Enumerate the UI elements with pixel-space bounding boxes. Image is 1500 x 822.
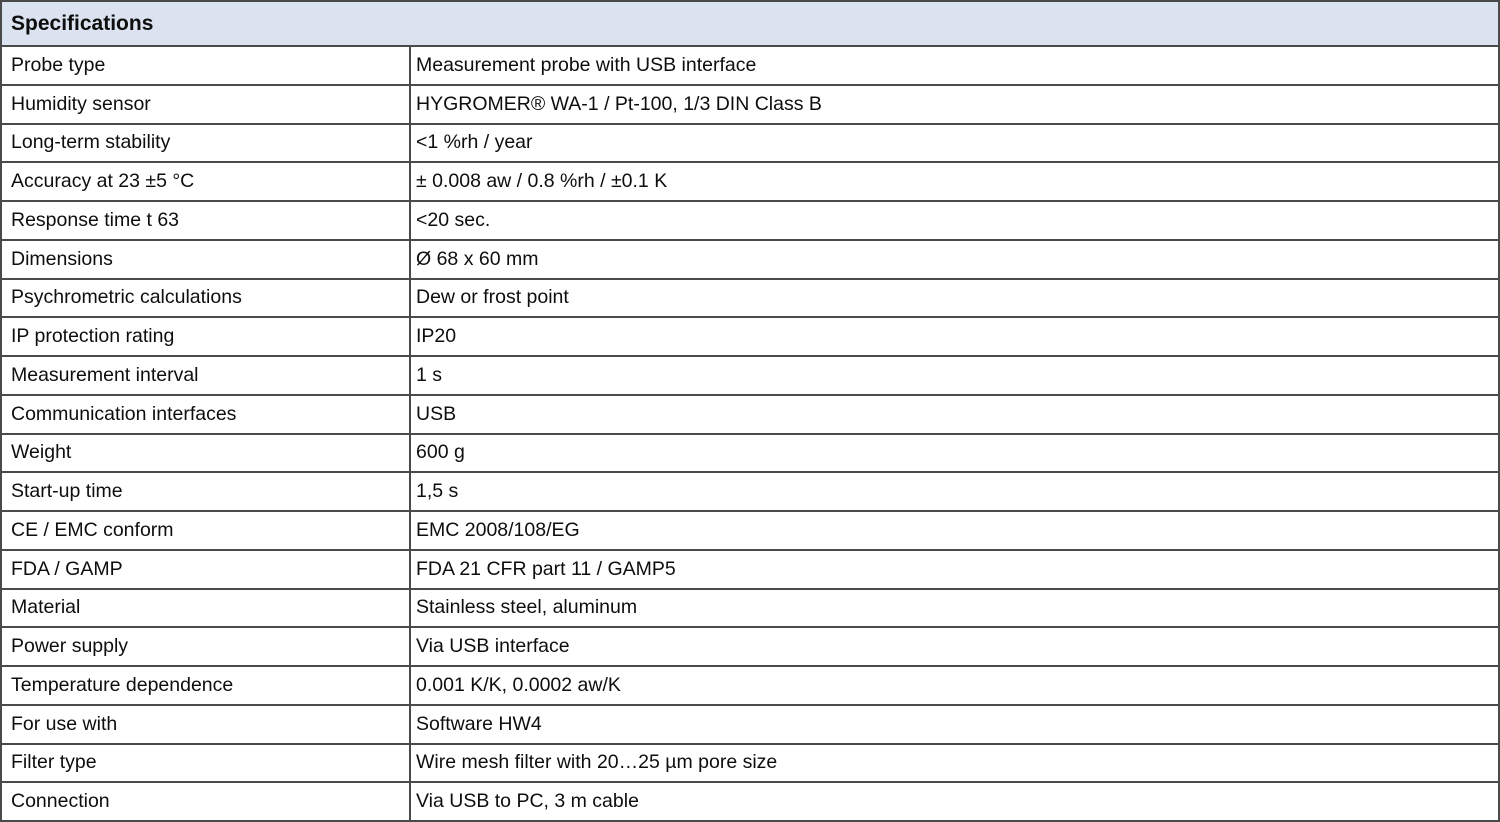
spec-label-cell <box>1 782 410 821</box>
table-row <box>1 744 1499 783</box>
spec-label-cell <box>1 744 410 783</box>
spec-value: IP20 <box>416 325 457 348</box>
spec-label-cell <box>1 627 410 666</box>
spec-label: Connection <box>11 790 110 813</box>
spec-value: EMC 2008/108/EG <box>416 518 580 541</box>
spec-value-cell <box>410 744 1499 783</box>
spec-label: Psychrometric calculations <box>11 286 242 309</box>
spec-value: FDA 21 CFR part 11 / GAMP5 <box>416 557 676 580</box>
spec-label: Communication interfaces <box>11 402 237 425</box>
spec-value: 1 s <box>416 363 443 386</box>
table-row <box>1 279 1499 318</box>
spec-label-cell <box>1 201 410 240</box>
spec-value: Wire mesh filter with 20…25 µm pore size <box>416 751 778 774</box>
table-row <box>1 395 1499 434</box>
table-row <box>1 85 1499 124</box>
spec-value-cell <box>410 627 1499 666</box>
spec-value-cell <box>410 434 1499 473</box>
spec-value-cell <box>410 395 1499 434</box>
spec-value: Stainless steel, aluminum <box>416 596 638 619</box>
table-row <box>1 201 1499 240</box>
spec-label: IP protection rating <box>11 325 175 348</box>
spec-value: 600 g <box>416 441 465 464</box>
spec-label-cell <box>1 434 410 473</box>
spec-label: Probe type <box>11 53 106 76</box>
spec-value-cell <box>410 85 1499 124</box>
spec-label: Material <box>11 596 81 619</box>
spec-value: <20 sec. <box>416 208 491 231</box>
spec-label: Response time t 63 <box>11 208 180 231</box>
spec-value-cell <box>410 782 1499 821</box>
spec-value: 1,5 s <box>416 480 459 503</box>
spec-value: Via USB to PC, 3 m cable <box>416 790 639 813</box>
table-row <box>1 705 1499 744</box>
spec-label: Humidity sensor <box>11 92 151 115</box>
spec-label: FDA / GAMP <box>11 557 123 580</box>
spec-value-cell <box>410 279 1499 318</box>
spec-label-cell <box>1 162 410 201</box>
spec-value-cell <box>410 472 1499 511</box>
spec-value: Ø 68 x 60 mm <box>416 247 539 270</box>
spec-value: ± 0.008 aw / 0.8 %rh / ±0.1 K <box>416 170 668 193</box>
spec-label: Measurement interval <box>11 363 199 386</box>
table-row <box>1 356 1499 395</box>
spec-value-cell <box>410 317 1499 356</box>
table-row <box>1 162 1499 201</box>
spec-label-cell <box>1 85 410 124</box>
spec-value-cell <box>410 124 1499 163</box>
spec-value: Via USB interface <box>416 635 570 658</box>
spec-value: HYGROMER® WA-1 / Pt-100, 1/3 DIN Class B <box>416 92 822 115</box>
spec-label: Power supply <box>11 635 129 658</box>
table-row <box>1 46 1499 85</box>
table-row <box>1 124 1499 163</box>
spec-label-cell <box>1 472 410 511</box>
spec-value: Software HW4 <box>416 712 542 735</box>
spec-label: Long-term stability <box>11 131 171 154</box>
spec-value: <1 %rh / year <box>416 131 533 154</box>
table-title: Specifications <box>1 1 1499 46</box>
spec-label-cell <box>1 317 410 356</box>
spec-label: Dimensions <box>11 247 113 270</box>
spec-value: Dew or frost point <box>416 286 569 309</box>
spec-label-cell <box>1 240 410 279</box>
spec-value-cell <box>410 240 1499 279</box>
spec-value-cell <box>410 356 1499 395</box>
spec-label-cell <box>1 666 410 705</box>
spec-value-cell <box>410 589 1499 628</box>
spec-label-cell <box>1 279 410 318</box>
table-row <box>1 317 1499 356</box>
table-body <box>1 46 1499 821</box>
table-row <box>1 434 1499 473</box>
spec-label: Filter type <box>11 751 97 774</box>
spec-label-cell <box>1 705 410 744</box>
spec-label-cell <box>1 589 410 628</box>
table-row <box>1 666 1499 705</box>
spec-value-cell <box>410 666 1499 705</box>
spec-label: Accuracy at 23 ±5 °C <box>11 170 195 193</box>
table-row <box>1 589 1499 628</box>
spec-label-cell <box>1 395 410 434</box>
spec-value-cell <box>410 46 1499 85</box>
spec-value: 0.001 K/K, 0.0002 aw/K <box>416 673 621 696</box>
spec-label-cell <box>1 550 410 589</box>
spec-value: USB <box>416 402 457 425</box>
spec-value-cell <box>410 201 1499 240</box>
table-row <box>1 511 1499 550</box>
table-row <box>1 550 1499 589</box>
spec-value-cell <box>410 705 1499 744</box>
spec-label: Temperature dependence <box>11 673 234 696</box>
spec-value-cell <box>410 550 1499 589</box>
spec-label-cell <box>1 356 410 395</box>
spec-label: Start-up time <box>11 480 123 503</box>
spec-value-cell <box>410 511 1499 550</box>
table-row <box>1 472 1499 511</box>
spec-value: Measurement probe with USB interface <box>416 53 757 76</box>
table-row <box>1 627 1499 666</box>
spec-label-cell <box>1 511 410 550</box>
spec-label: Weight <box>11 441 72 464</box>
spec-label: CE / EMC conform <box>11 518 174 541</box>
spec-label: For use with <box>11 712 118 735</box>
spec-value-cell <box>410 162 1499 201</box>
table-row <box>1 240 1499 279</box>
spec-label-cell <box>1 124 410 163</box>
table-row <box>1 782 1499 821</box>
table-header-row <box>1 1 1499 46</box>
spec-label-cell <box>1 46 410 85</box>
